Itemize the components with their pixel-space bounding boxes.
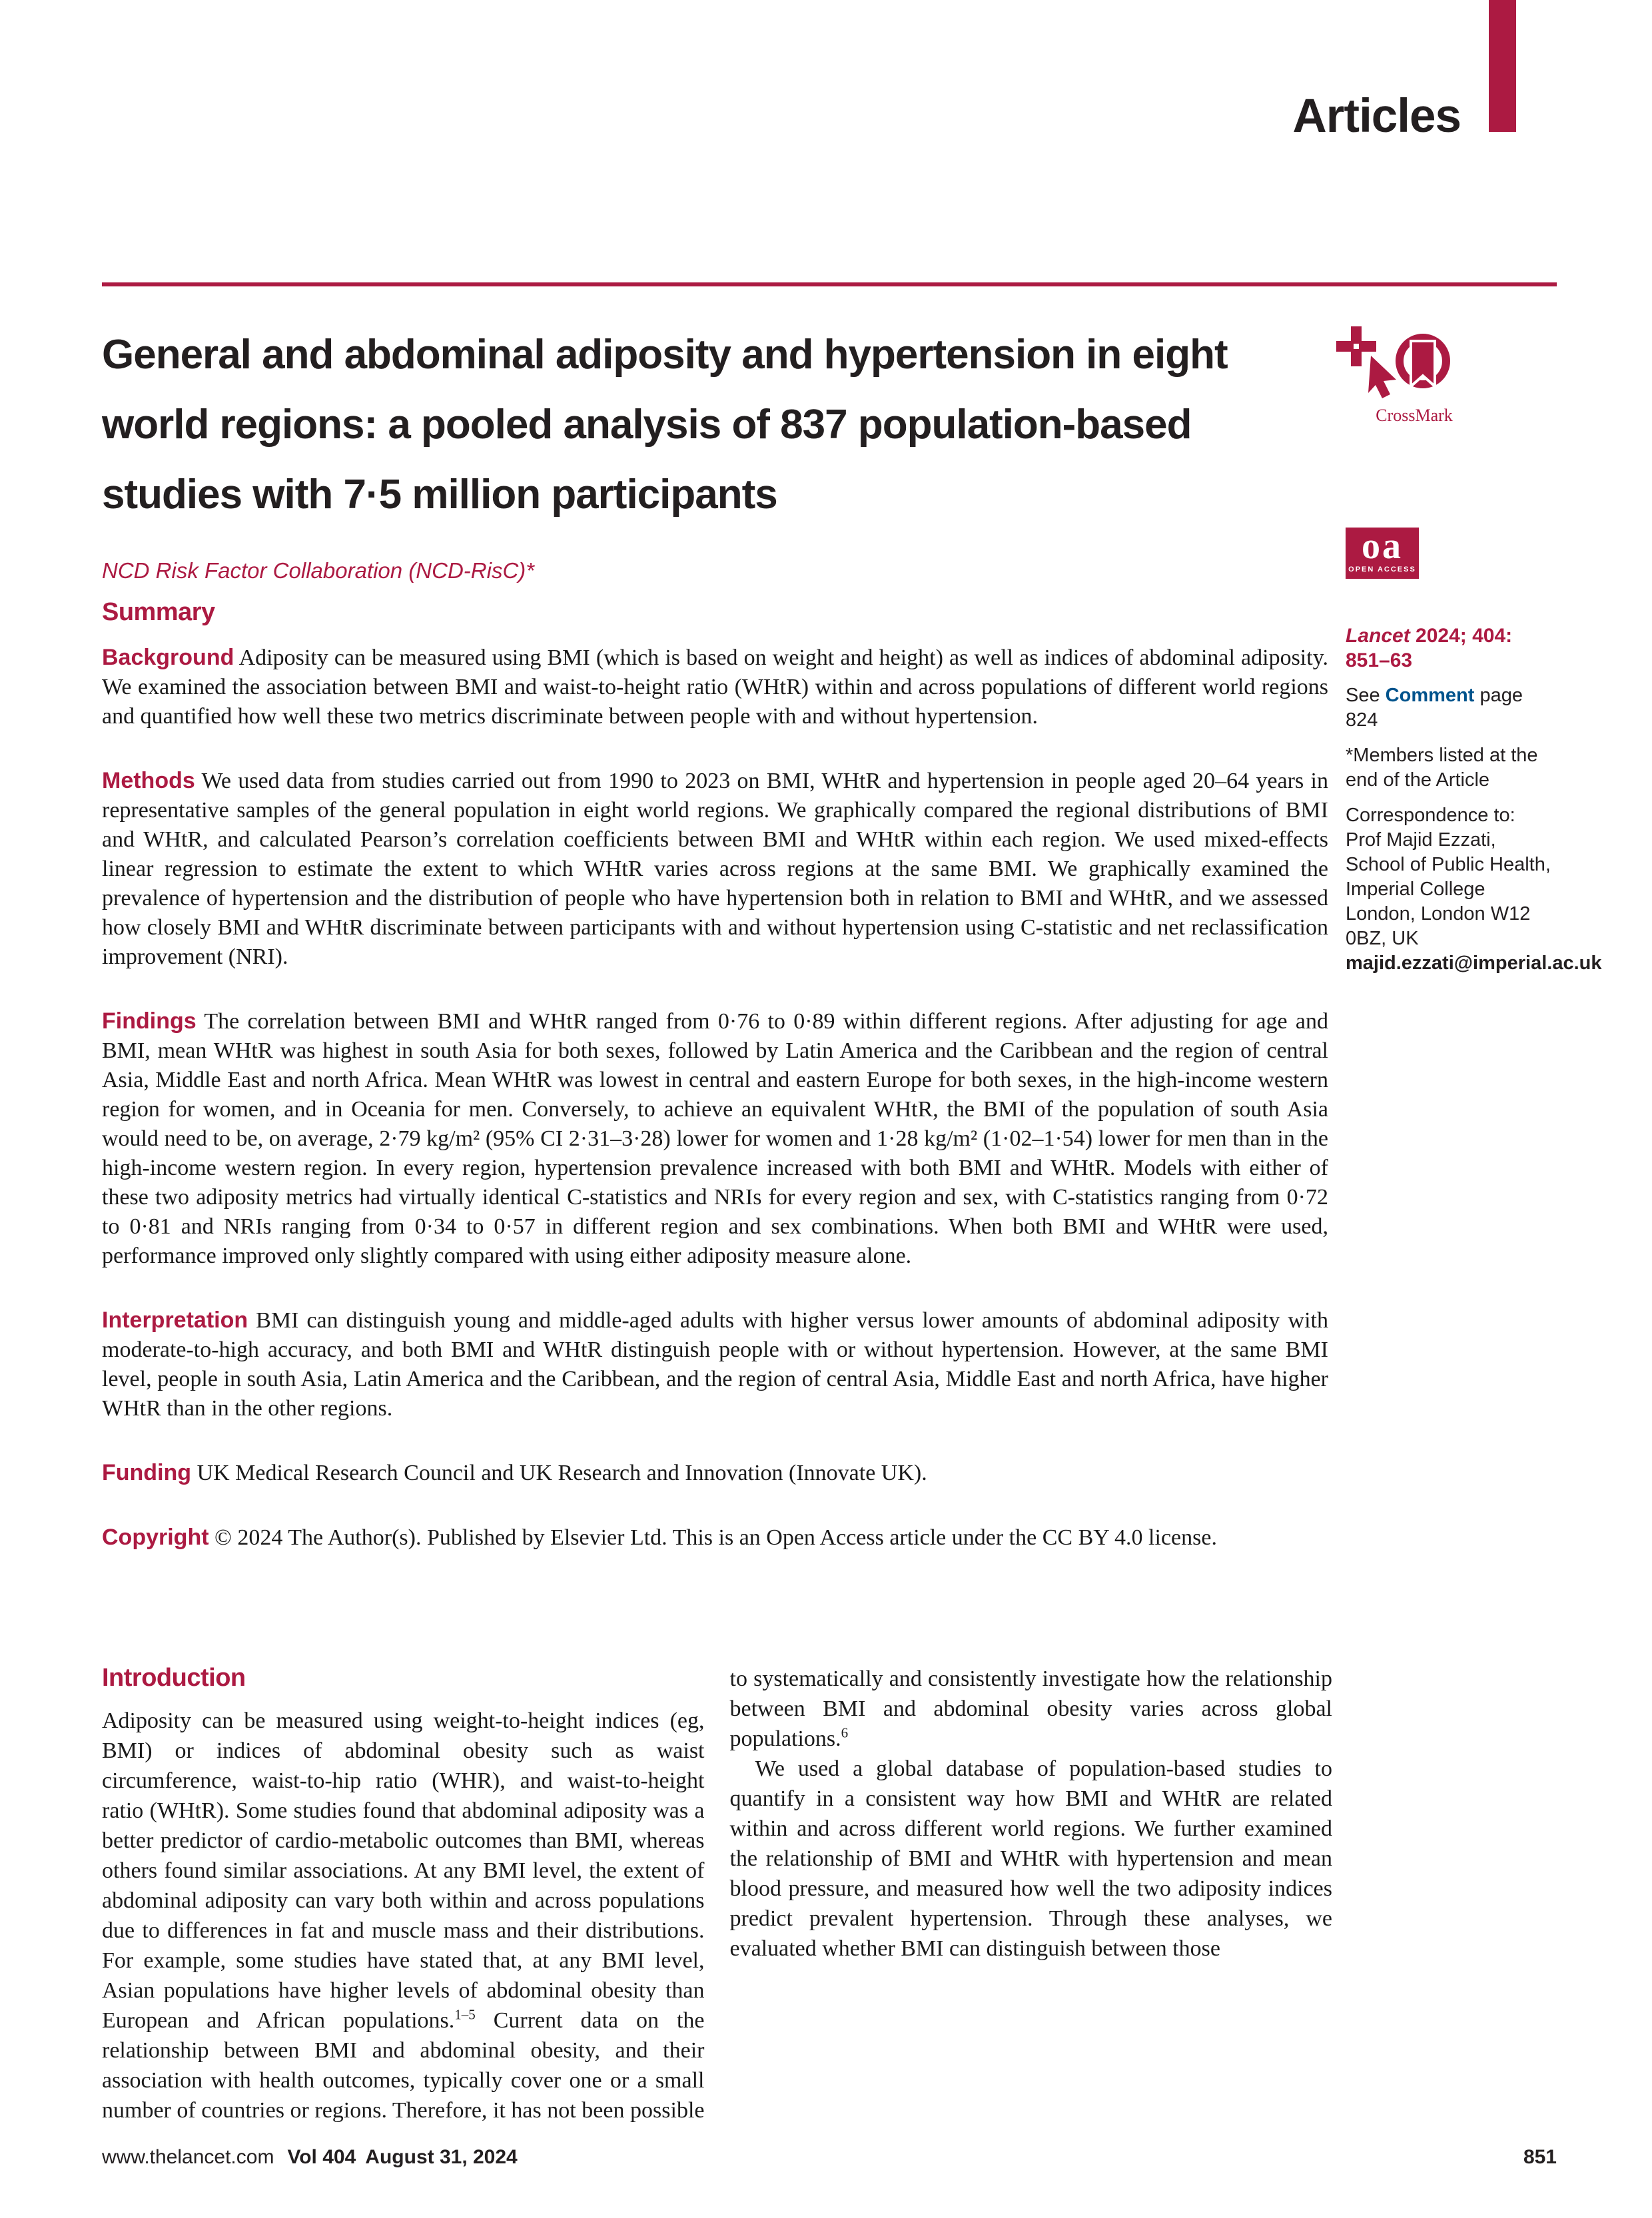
comment-pre: See	[1346, 685, 1386, 706]
title-line: studies with 7·5 million participants	[102, 472, 777, 518]
summary-findings	[102, 1006, 1328, 1271]
summary-funding-label: Funding	[102, 1460, 192, 1485]
crossmark-icon	[1331, 394, 1459, 405]
correspondence	[1346, 803, 1602, 976]
summary-funding	[102, 1458, 1328, 1488]
summary-background	[102, 643, 1328, 731]
summary-heading: Summary	[102, 598, 215, 626]
citation	[1346, 623, 1560, 673]
summary-methods-text: We used data from studies carried out from 1990 to 2023 on BMI, WHtR and hypertension in people aged 20–64 years in representative samples of the general population in eight world regions. We graphically compared the regional distributions of BMI and WHtR, and calculated Pearson’s correlation coefficients between BMI and WHtR within each region. We used mixed-effects linear regression to estimate the extent to which WHtR varies across regions at the same BMI. We graphically examined the prevalence of hypertension and the distribution of people who have hypertension both in relation to BMI and WHtR, and we assessed how closely BMI and WHtR discriminate between participants with and without hypertension using C-statistic and net reclassification improvement (NRI).	[102, 769, 1328, 969]
summary-interpretation-text: BMI can distinguish young and middle-aged adults with higher versus lower amounts of abdominal adiposity with moderate-to-high accuracy, and both BMI and WHtR distinguish people with or without hypertension. However, at the same BMI level, people in south Asia, Latin America and the Caribbean, and the region of central Asia, Middle East and north Africa, have higher WHtR than in the other regions.	[102, 1308, 1328, 1421]
open-access-badge	[1346, 528, 1419, 579]
page-number: 851	[1523, 2146, 1557, 2168]
reference-marker[interactable]: 1–5	[454, 2006, 476, 2023]
introduction-section	[102, 1664, 1332, 2130]
header-rule	[102, 282, 1557, 286]
title-line: General and abdominal adiposity and hypertension in eight	[102, 332, 1228, 378]
summary-methods-label: Methods	[102, 768, 195, 793]
volume: Vol 404	[287, 2146, 356, 2168]
summary-background-label: Background	[102, 645, 234, 670]
issue-date: August 31, 2024	[365, 2146, 518, 2168]
margin-sidebar	[1346, 623, 1602, 986]
footer-left	[102, 2146, 518, 2169]
summary-methods	[102, 766, 1328, 972]
comment-link[interactable]: Comment	[1385, 685, 1475, 706]
correspondence-email[interactable]: majid.ezzati@imperial.ac.uk	[1346, 952, 1602, 974]
corner-bar	[1489, 0, 1516, 132]
summary-interpretation-label: Interpretation	[102, 1307, 248, 1333]
summary-block	[102, 598, 1328, 1587]
members-note: *Members listed at the end of the Article	[1346, 745, 1538, 791]
summary-copyright-text: © 2024 The Author(s). Published by Elsevier Ltd. This is an Open Access article under the CC BY 4.0 license.	[214, 1525, 1217, 1550]
open-access-label: OPEN ACCESS	[1348, 565, 1416, 573]
citation-journal: Lancet	[1346, 625, 1410, 647]
reference-marker[interactable]: 6	[841, 1724, 849, 1741]
crossmark-badge[interactable]	[1331, 324, 1459, 426]
open-access-abbr: oa	[1362, 526, 1403, 567]
summary-findings-label: Findings	[102, 1008, 197, 1034]
summary-copyright	[102, 1523, 1328, 1553]
summary-background-text: Adiposity can be measured using BMI (which is based on weight and height) as well as indices of abdominal adiposity. We examined the association between BMI and waist-to-height ratio (WHtR) within and across populations of different world regions and quantified how well these two metrics discriminate between people with and without hypertension.	[102, 645, 1328, 729]
correspondence-address: Prof Majid Ezzati, School of Public Health, Imperial College London, London W12 0BZ, UK	[1346, 829, 1551, 949]
summary-funding-text: UK Medical Research Council and UK Research and Innovation (Innovate UK).	[197, 1461, 927, 1485]
correspondence-label: Correspondence to:	[1346, 805, 1515, 826]
comment-post: page 824	[1346, 685, 1523, 731]
intro-p1-text: Current data on the relationship between BMI and abdominal obesity, and their association with health outcomes, typically cover one or a small number of countries or regions. Therefore, it has not been possible to systematically and consistently investigate how the relationship between BMI and abdominal obesity varies across global populations.	[102, 1666, 1332, 2123]
site-url[interactable]: www.thelancet.com	[102, 2146, 274, 2168]
intro-paragraph-2: We used a global database of population-based studies to quantify in a consistent way how BMI and WHtR are related within and across different world regions. We further examined the relationship of BMI and WHtR with hypertension and mean blood pressure, and measured how well the two adiposity indices predict prevalent hypertension. Through these analyses, we evaluated whether BMI can distinguish between those	[729, 1756, 1332, 1961]
introduction-heading: Introduction	[102, 1664, 246, 1692]
crossmark-label: CrossMark	[1376, 406, 1453, 425]
comment-ref	[1346, 683, 1560, 733]
byline: NCD Risk Factor Collaboration (NCD-RisC)*	[102, 558, 535, 583]
page-footer	[102, 2146, 1557, 2169]
summary-findings-text: The correlation between BMI and WHtR ranged from 0·76 to 0·89 within different regions. After adjusting for age and BMI, mean WHtR was highest in south Asia for both sexes, followed by Latin America and the Caribbean and the region of central Asia, Middle East and north Africa. Mean WHtR was lowest in central and eastern Europe for both sexes, in the high-income western region for women, and in Oceania for men. Conversely, to achieve an equivalent WHtR, the BMI of the population of south Asia would need to be, on average, 2·79 kg/m² (95% CI 2·31–3·28) lower for women and 1·28 kg/m² (1·02–1·54) lower for men than in the high-income western region. In every region, hypertension prevalence increased with both BMI and WHtR. Models with either of these two adiposity metrics had virtually identical C-statistics and NRIs for every region and sex, with C-statistics ranging from 0·72 to 0·81 and NRIs ranging from 0·34 to 0·57 in different region and sex combinations. When both BMI and WHtR were used, performance improved only slightly compared with using either adiposity measure alone.	[102, 1009, 1328, 1268]
intro-p1-text: Adiposity can be measured using weight-to-height indices (eg, BMI) or indices of abdominal obesity such as waist circumference, waist-to-hip ratio (WHR), and waist-to-height ratio (WHtR). Some studies found that abdominal adiposity was a better predictor of cardio-metabolic outcomes than BMI, whereas others found similar associations. At any BMI level, the extent of abdominal adiposity can vary both within and across populations due to differences in fat and muscle mass and their distributions. For example, some studies have stated that, at any BMI level, Asian populations have higher levels of abdominal obesity than European and African populations.	[102, 1708, 705, 2033]
citation-rest: 2024; 404: 851–63	[1346, 625, 1513, 671]
section-banner: Articles	[1292, 90, 1461, 143]
title-line: world regions: a pooled analysis of 837 population-based	[102, 402, 1192, 448]
summary-copyright-label: Copyright	[102, 1525, 209, 1550]
summary-interpretation	[102, 1305, 1328, 1423]
article-title	[102, 320, 1228, 530]
